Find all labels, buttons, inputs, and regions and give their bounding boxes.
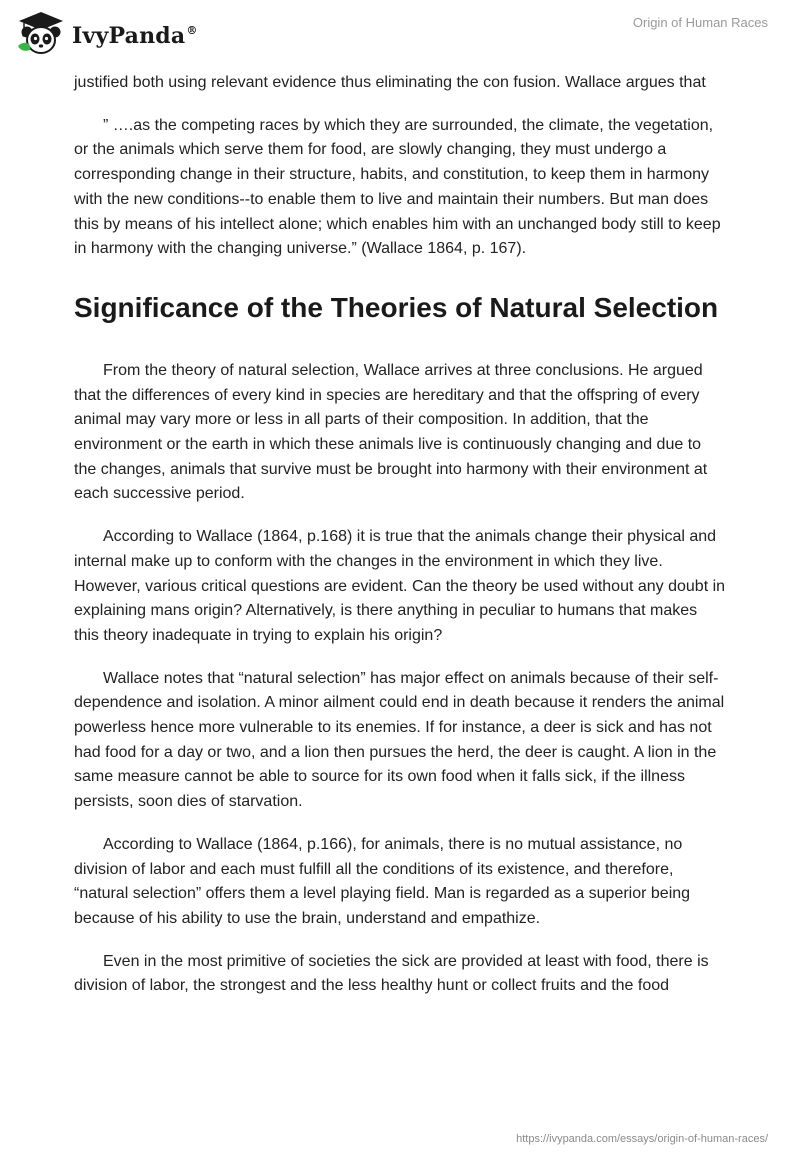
paragraph: According to Wallace (1864, p.166), for animals, there is no mutual assistance, no division of labor and each must fulfill all the conditions of its existence, and therefore, “natural selection” offers them a level playing field. Man is regarded as a superior being because of his ability to use the brain, understand and empathize. xyxy=(74,835,691,927)
brand-name: IvyPanda® xyxy=(72,22,198,49)
document-title: Origin of Human Races xyxy=(632,15,768,30)
registered-mark: ® xyxy=(186,24,198,38)
ivypanda-logo[interactable] xyxy=(16,10,198,61)
section-heading: Significance of the Theories of Natural Selection xyxy=(74,291,719,323)
paragraph: Wallace notes that “natural selection” has major effect on animals because of their self-dependence and isolation. A minor ailment could end in death because it renders the animal powerless hence more vulnerable to its enemies. If for instance, a deer is sick and has not had food for a day or two, and a lion then pursues the herd, the deer is caught. A lion in the same measure cannot be able to source for its own food when it falls sick, if the illness persists, soon dies of starvation. xyxy=(74,669,725,811)
essay-body xyxy=(74,71,726,1017)
page-header xyxy=(0,0,800,64)
panda-graduate-icon xyxy=(16,10,66,61)
block-quote: ” ….as the competing races by which they are surrounded, the climate, the vegetation, or the animals which serve them for food, are slowly changing, they must undergo a corresponding change in their structure, habits, and constitution, to keep them in harmony with the new conditions--to enable them to live and maintain their numbers. But man does this by means of his intellect alone; which enables him with an unchanged body still to keep in harmony with the changing universe.” (Wallace 1864, p. 167). xyxy=(74,116,721,258)
paragraph: From the theory of natural selection, Wallace arrives at three conclusions. He argued that the differences of every kind in species are hereditary and that the offspring of every animal may vary more or less in all parts of their composition. In addition, that the environment or the earth in which these animals live is continuously changing and due to the changes, animals that survive must be brought into harmony with their environment at each successive period. xyxy=(74,361,708,503)
paragraph: Even in the most primitive of societies the sick are provided at least with food, there is division of labor, the strongest and the less healthy hunt or collect fruits and the food xyxy=(74,952,709,995)
paragraph: According to Wallace (1864, p.168) it is true that the animals change their physical and internal make up to conform with the changes in the environment in which they live. However, various critical questions are evident. Can the theory be used without any doubt in explaining mans origin? Alternatively, is there anything in peculiar to humans that makes this theory inadequate in trying to explain his origin? xyxy=(74,528,726,644)
paragraph-continuation: justified both using relevant evidence thus eliminating the con fusion. Wallace argues that xyxy=(74,74,706,91)
source-url[interactable]: https://ivypanda.com/essays/origin-of-human-races/ xyxy=(516,1133,768,1145)
